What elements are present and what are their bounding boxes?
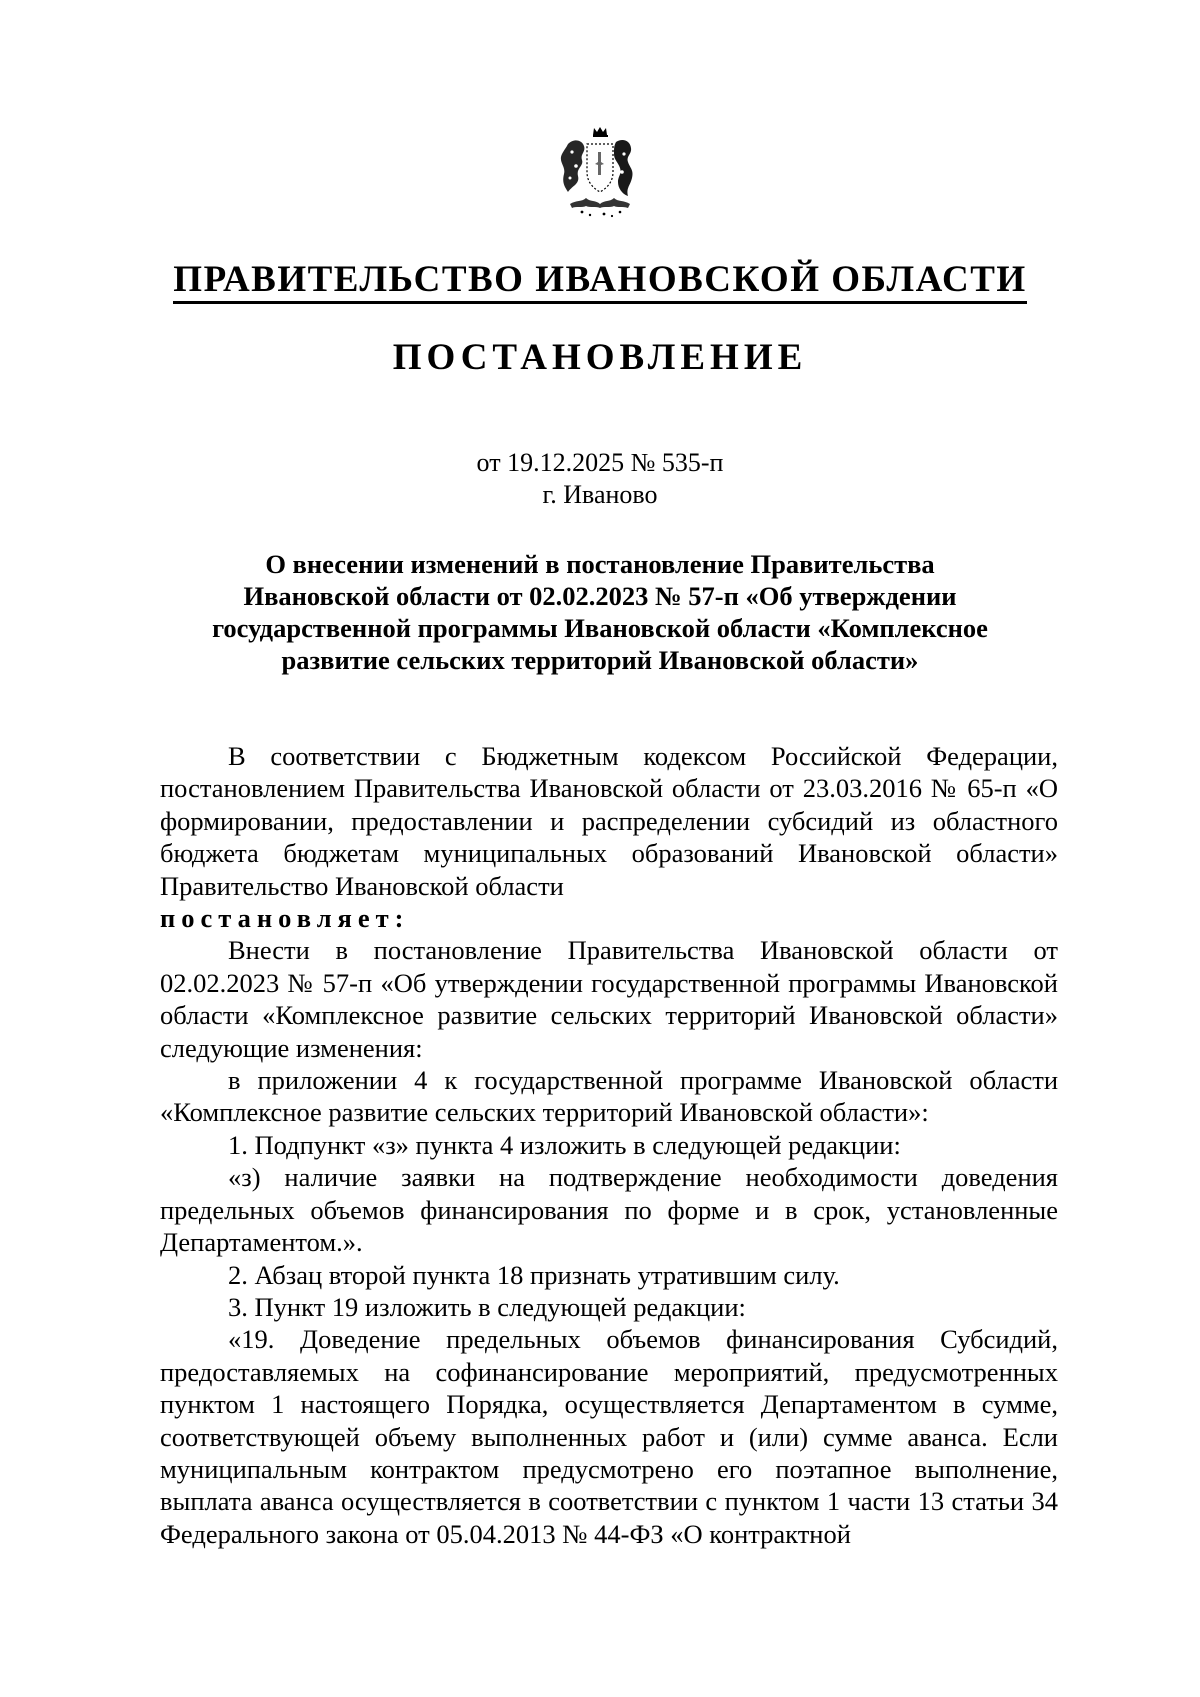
city: г. Иваново [542,480,658,509]
document-body [160,740,1058,1550]
body-paragraph: Внести в постановление Правительства Ивановской области от 02.02.2023 № 57-п «Об утверждении государственной программы Ивановской области «Комплексное развитие сельских территорий Ивановской области» следующие изменения: [160,935,1058,1063]
document-type-heading: ПОСТАНОВЛЕНИЕ [392,337,808,378]
document-subject [150,548,1050,676]
body-paragraph: в приложении 4 к государственной программе Ивановской области «Комплексное развитие сельских территорий Ивановской области»: [160,1065,1058,1128]
body-paragraph: 2. Абзац второй пункта 18 признать утратившим силу. [228,1259,840,1290]
body-paragraph: 1. Подпункт «з» пункта 4 изложить в следующей редакции: [228,1129,901,1160]
preamble-paragraph: В соответствии с Бюджетным кодексом Российской Федерации, постановлением Правительства Ивановской области от 23.03.2016 № 65-п «О формировании, предоставлении и распределении субсидий из областного бюджета бюджетам муниципальных образований Ивановской области» Правительство Ивановской области [160,741,1058,901]
government-title-text: ПРАВИТЕЛЬСТВО ИВАНОВСКОЙ ОБЛАСТИ [173,259,1026,304]
subject-line: государственной программы Ивановской области «Комплексное [212,613,988,643]
body-paragraph: «з) наличие заявки на подтверждение необходимости доведения предельных объемов финансирования по форме и в срок, установленные Департаментом.». [160,1162,1058,1258]
subject-line: развитие сельских территорий Ивановской области» [281,645,919,675]
body-paragraph: «19. Доведение предельных объемов финансирования Субсидий, предоставляемых на софинансирование мероприятий, предусмотренных пунктом 1 настоящего Порядка, осуществляется Департаментом в сумме, соответствующей объему выполненных работ и (или) сумме аванса. Если муниципальным контрактом предусмотрено его поэтапное выполнение, выплата аванса осуществляется в соответствии с пунктом 1 части 13 статьи 34 Федерального закона от 05.04.2013 № 44-ФЗ «О контрактной [160,1324,1058,1549]
government-title [0,258,1200,302]
resolves-paragraph [160,902,1058,934]
coat-of-arms-emblem-icon [560,122,640,222]
body-paragraph: 3. Пункт 19 изложить в следующей редакции: [228,1291,746,1322]
resolves-word: постановляет: [160,903,410,934]
date-number: от 19.12.2025 № 535-п [476,448,724,477]
document-meta [0,447,1200,511]
subject-line: Ивановской области от 02.02.2023 № 57-п «Об утверждении [243,581,957,611]
subject-line: О внесении изменений в постановление Правительства [265,549,935,579]
